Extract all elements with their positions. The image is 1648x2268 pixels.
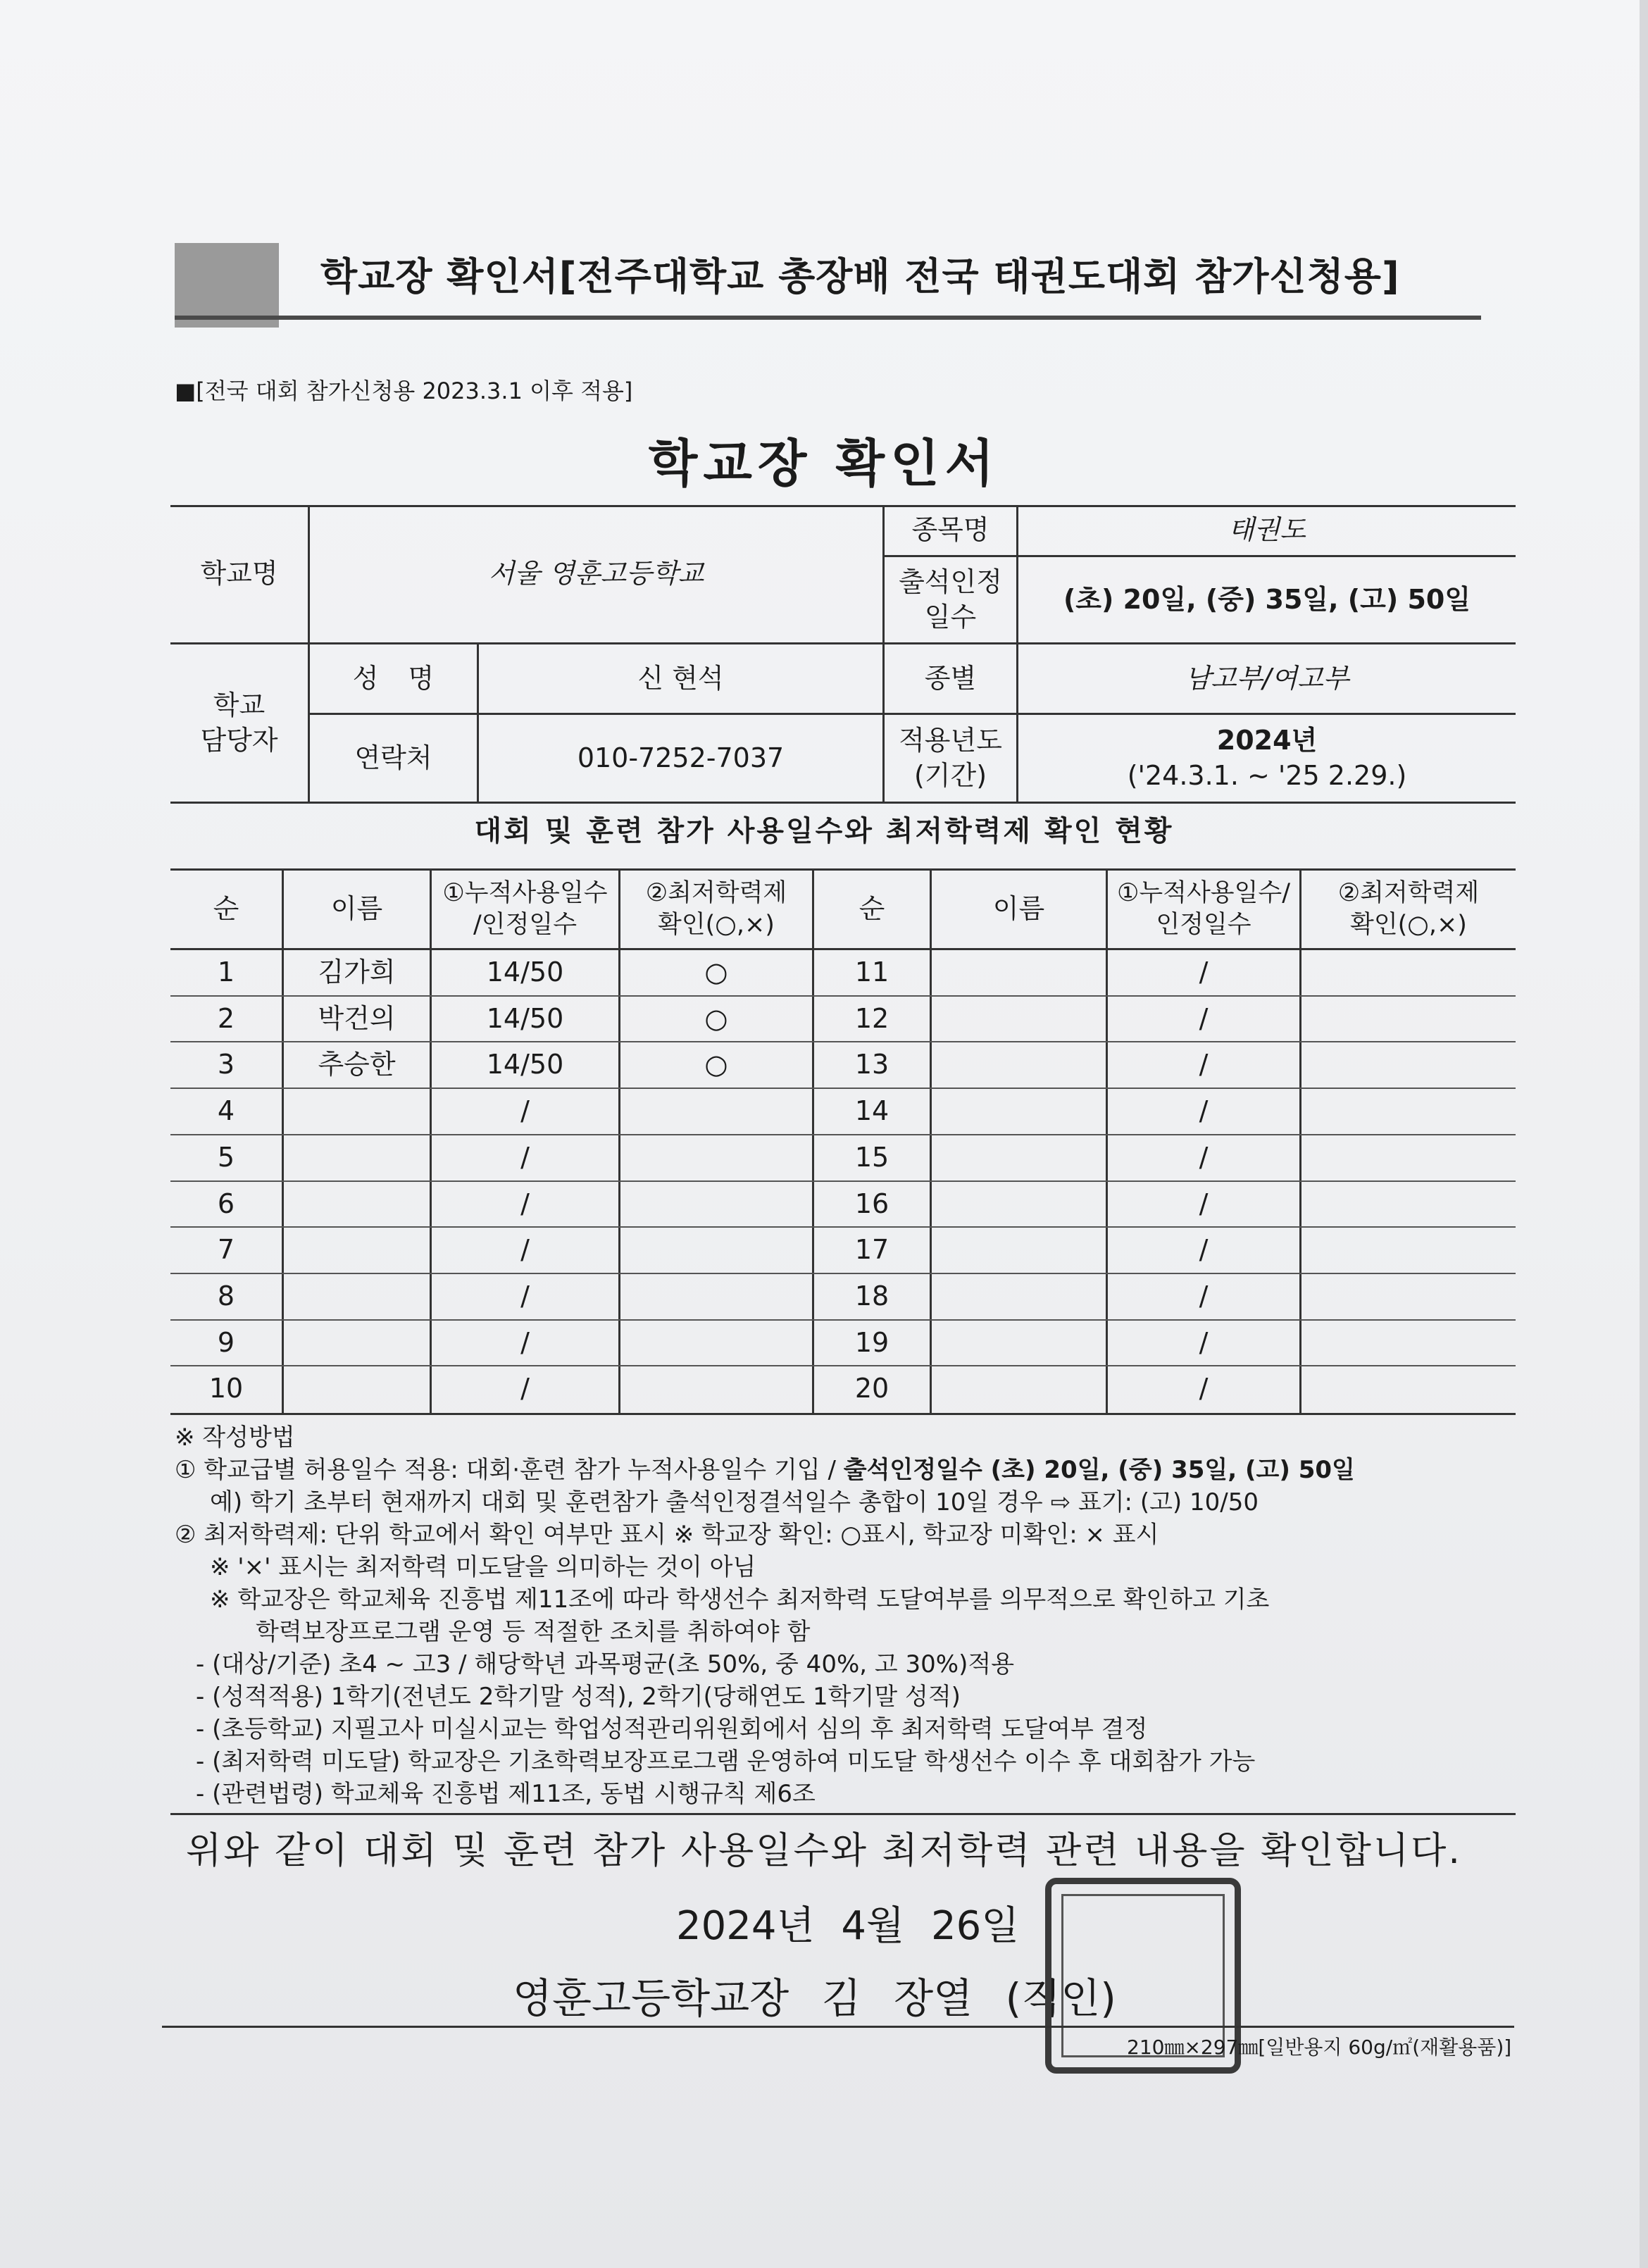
table-cell-check	[1301, 1042, 1516, 1087]
table-cell-check	[1301, 1366, 1516, 1411]
table-cell-no: 6	[217, 1188, 235, 1219]
header-rule	[175, 316, 1481, 320]
header-days: ①누적사용일수/ 인정일수	[1116, 878, 1291, 939]
table-cell-check	[1301, 997, 1516, 1041]
table-cell-name	[284, 1366, 430, 1411]
table-cell-days: /	[520, 1233, 530, 1265]
table-cell-check	[1301, 1135, 1516, 1180]
table-cell-name	[932, 1182, 1106, 1226]
instr-line-2: 예) 학기 초부터 현재까지 대회 및 훈련참가 출석인정결석일수 총합이 10일 경우 ⇨ 표기: (고) 10/50	[210, 1488, 1259, 1516]
signer-name: 영훈고등학교장 김 장열 (직인)	[513, 1974, 1116, 2022]
confirm-statement: 위와 같이 대회 및 훈련 참가 사용일수와 최저학력 관련 내용을 확인합니다.	[186, 1830, 1462, 1872]
table-cell-name	[932, 1135, 1106, 1180]
table-cell-days: /	[1199, 1233, 1209, 1265]
table-cell-days: /	[1199, 1141, 1209, 1173]
table-cell-no: 10	[208, 1372, 244, 1404]
instr-line-8: - (성적적용) 1학기(전년도 2학기말 성적), 2학기(당해연도 1학기말 성적)	[196, 1683, 961, 1711]
name-value: 신 현석	[637, 662, 724, 694]
instr-line-3: ② 최저학력제: 단위 학교에서 확인 여부만 표시 ※ 학교장 확인: ○표시, 학교장 미확인: × 표시	[175, 1521, 1159, 1549]
instr-line-5: ※ 학교장은 학교체육 진흥법 제11조에 따라 학생선수 최저학력 도달여부를 의무적으로 확인하고 기초	[210, 1585, 1270, 1614]
instr-line-11: - (관련법령) 학교체육 진흥법 제11조, 동법 시행규칙 제6조	[196, 1780, 816, 1808]
table-cell-check: ○	[704, 1048, 728, 1080]
table-cell-no: 20	[854, 1372, 889, 1404]
attend-label: 출석인정 일수	[899, 566, 1002, 633]
header-days: ①누적사용일수 /인정일수	[442, 878, 608, 939]
footer-rule	[162, 2026, 1514, 2028]
table-cell-days: /	[1199, 1095, 1209, 1126]
header-name: 이름	[992, 893, 1045, 925]
category-value: 남고부/여고부	[1185, 662, 1349, 694]
table-cell-no: 14	[854, 1095, 889, 1126]
table-cell-no: 19	[854, 1326, 889, 1358]
instr-line-7: - (대상/기준) 초4 ~ 고3 / 해당학년 과목평균(초 50%, 중 40%, 고 30%)적용	[196, 1650, 1015, 1678]
header-check: ②최저학력제 확인(○,×)	[1337, 878, 1480, 939]
table-cell-days: 14/50	[486, 956, 564, 987]
table-cell-no: 2	[217, 1002, 235, 1034]
table-cell-name	[932, 1321, 1106, 1365]
table-cell-name	[284, 1089, 430, 1133]
table-cell-days: /	[520, 1095, 530, 1126]
confirm-rule	[170, 1813, 1516, 1815]
table-cell-check	[620, 1089, 812, 1133]
instr-line-10: - (최저학력 미도달) 학교장은 기초학력보장프로그램 운영하여 미도달 학생선수 이수 후 대회참가 가능	[196, 1747, 1256, 1776]
table-cell-name	[284, 1228, 430, 1272]
table-cell-name	[284, 1321, 430, 1365]
table-cell-check	[1301, 1321, 1516, 1365]
table-cell-name	[932, 950, 1106, 995]
year-period: ('24.3.1. ~ '25 2.29.)	[1127, 759, 1407, 791]
table-cell-days: /	[1199, 1372, 1209, 1404]
table-cell-no: 15	[854, 1141, 889, 1173]
instr-line-1b: 출석인정일수 (초) 20일, (중) 35일, (고) 50일	[843, 1456, 1355, 1484]
table-cell-name	[932, 1228, 1106, 1272]
table-cell-no: 7	[217, 1233, 235, 1265]
signature-date: 2024년 4월 26일	[676, 1903, 1020, 1949]
header-no: 순	[213, 893, 239, 925]
table-cell-days: 14/50	[486, 1048, 564, 1080]
document-title: 학교장 확인서	[648, 434, 1000, 493]
info-border-bottom	[170, 802, 1516, 804]
table-cell-days: /	[1199, 1048, 1209, 1080]
header-check: ②최저학력제 확인(○,×)	[645, 878, 787, 939]
table-cell-check	[620, 1135, 812, 1180]
table-cell-no: 11	[854, 956, 889, 987]
table-cell-check	[620, 1182, 812, 1226]
table-cell-days: /	[1199, 1188, 1209, 1219]
table-cell-no: 13	[854, 1048, 889, 1080]
instr-line-4: ※ '×' 표시는 최저학력 미도달을 의미하는 것이 아님	[210, 1553, 756, 1581]
table-cell-check	[1301, 950, 1516, 995]
year-label: 적용년도 (기간)	[899, 725, 1002, 791]
instr-line-9: - (초등학교) 지필고사 미실시교는 학업성적관리위원회에서 심의 후 최저학력 도달여부 결정	[196, 1715, 1148, 1743]
school-value: 서울 영훈고등학교	[488, 557, 704, 589]
table-cell-days: /	[1199, 1002, 1209, 1034]
application-note: ■[전국 대회 참가신청용 2023.3.1 이후 적용]	[175, 378, 633, 404]
table-cell-name: 추승한	[318, 1048, 396, 1080]
table-cell-name	[284, 1274, 430, 1319]
table-cell-check	[620, 1274, 812, 1319]
year-cell	[1018, 715, 1516, 802]
sport-label: 종목명	[911, 513, 990, 545]
paper-spec-note: 210㎜×297㎜[일반용지 60g/㎡(재활용품)]	[1127, 2036, 1512, 2059]
table-cell-check: ○	[704, 1002, 728, 1034]
table-cell-name: 박건의	[318, 1002, 396, 1034]
table-cell-days: /	[520, 1188, 530, 1219]
table-cell-check	[1301, 1089, 1516, 1133]
page-edge	[1640, 0, 1648, 2268]
table-cell-no: 1	[217, 956, 235, 987]
contact-label: 연락처	[354, 742, 432, 773]
table-cell-check	[1301, 1182, 1516, 1226]
table-cell-name	[932, 997, 1106, 1041]
table-cell-check	[1301, 1228, 1516, 1272]
header-name: 이름	[330, 893, 383, 925]
header-gray-block	[175, 243, 279, 328]
table-cell-name	[932, 1366, 1106, 1411]
table-cell-days: 14/50	[486, 1002, 564, 1034]
table-cell-no: 5	[217, 1141, 235, 1173]
instructions	[175, 1421, 1513, 1810]
table-cell-check	[1301, 1274, 1516, 1319]
attend-value: (초) 20일, (중) 35일, (고) 50일	[1063, 583, 1471, 615]
table-cell-days: /	[520, 1280, 530, 1311]
table-cell-name	[284, 1182, 430, 1226]
contact-value: 010-7252-7037	[577, 742, 785, 773]
table-cell-check	[620, 1228, 812, 1272]
table-cell-no: 18	[854, 1280, 889, 1311]
instr-heading: ※ 작성방법	[175, 1423, 295, 1452]
table-cell-name: 김가희	[318, 956, 396, 987]
table-cell-name	[932, 1042, 1106, 1087]
school-label: 학교명	[200, 557, 278, 589]
table-cell-check	[620, 1321, 812, 1365]
table-cell-name	[284, 1135, 430, 1180]
manager-label: 학교 담당자	[200, 690, 278, 756]
table-cell-no: 16	[854, 1188, 889, 1219]
table-cell-check: ○	[704, 956, 728, 987]
table-cell-name	[932, 1089, 1106, 1133]
section-title: 대회 및 훈련 참가 사용일수와 최저학력제 확인 현황	[474, 815, 1174, 847]
header-title: 학교장 확인서[전주대학교 총장배 전국 태권도대회 참가신청용]	[320, 254, 1400, 299]
year-value: 2024년	[1216, 725, 1318, 756]
table-cell-days: /	[520, 1372, 530, 1404]
instr-line-1	[175, 1454, 1513, 1486]
table-cell-no: 4	[217, 1095, 235, 1126]
table-cell-check	[620, 1366, 812, 1411]
instr-line-6: 학력보장프로그램 운영 등 적절한 조치를 취하여야 함	[256, 1618, 811, 1646]
table-cell-no: 12	[854, 1002, 889, 1034]
table-cell-no: 8	[217, 1280, 235, 1311]
table-cell-days: /	[1199, 1280, 1209, 1311]
table-cell-days: /	[520, 1326, 530, 1358]
table-border-bottom	[170, 1413, 1516, 1415]
sport-value: 태권도	[1228, 513, 1306, 545]
table-cell-no: 17	[854, 1233, 889, 1265]
table-cell-days: /	[1199, 1326, 1209, 1358]
table-cell-days: /	[1199, 956, 1209, 987]
header-no: 순	[859, 893, 885, 925]
table-cell-days: /	[520, 1141, 530, 1173]
name-label: 성 명	[352, 662, 435, 694]
table-cell-name	[932, 1274, 1106, 1319]
table-cell-no: 9	[217, 1326, 235, 1358]
table-cell-no: 3	[217, 1048, 235, 1080]
instr-line-1a: ① 학교급별 허용일수 적용: 대회·훈련 참가 누적사용일수 기입 /	[175, 1456, 844, 1484]
category-label: 종별	[924, 662, 977, 694]
